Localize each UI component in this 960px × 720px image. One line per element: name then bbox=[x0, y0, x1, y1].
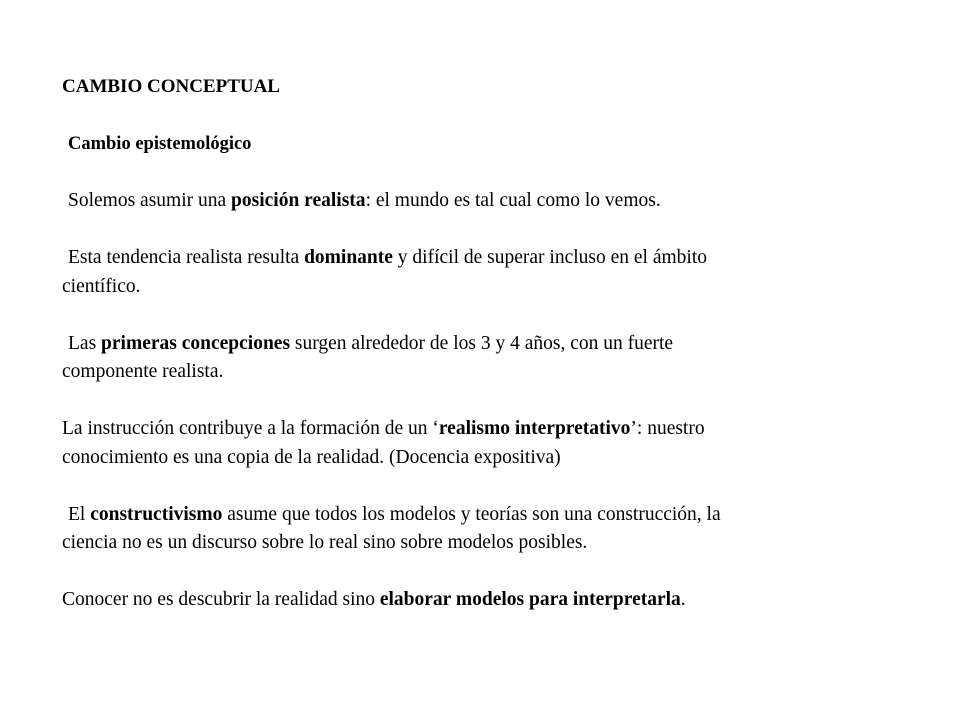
spacer bbox=[62, 159, 902, 188]
paragraph-line: componente realista. bbox=[62, 361, 224, 382]
bold-term: primeras concepciones bbox=[101, 332, 291, 354]
text-run: Esta tendencia realista resulta bbox=[68, 247, 305, 268]
text-run: Solemos asumir una bbox=[68, 190, 232, 211]
text-run: Conocer no es descubrir la realidad sino bbox=[62, 589, 380, 610]
spacer bbox=[62, 216, 902, 245]
slide-content bbox=[62, 70, 902, 615]
text-run: : el mundo es tal cual como lo vemos. bbox=[365, 190, 661, 211]
text-run: El bbox=[68, 503, 91, 525]
text-run: Las bbox=[68, 332, 102, 354]
bold-term: elaborar modelos para interpretarla bbox=[379, 589, 681, 610]
paragraph-dominant-tendency bbox=[62, 244, 902, 273]
text-run: y difícil de superar incluso en el ámbito bbox=[392, 247, 707, 268]
paragraph-knowing bbox=[62, 586, 902, 615]
text-run: La instrucción contribuye a la formación de un ‘ bbox=[62, 418, 439, 439]
slide-subtitle: Cambio epistemológico bbox=[68, 134, 252, 154]
paragraph-line: ciencia no es un discurso sobre lo real sino sobre modelos posibles. bbox=[62, 532, 588, 553]
bold-term: dominante bbox=[304, 247, 393, 268]
bold-term: realismo interpretativo bbox=[438, 418, 631, 439]
paragraph-realist-position bbox=[62, 187, 902, 216]
paragraph-interpretive-realism bbox=[62, 415, 902, 444]
spacer bbox=[62, 472, 902, 501]
spacer bbox=[62, 301, 902, 330]
spacer bbox=[62, 102, 902, 131]
text-run: surgen alrededor de los 3 y 4 años, con un fuerte bbox=[290, 332, 674, 354]
paragraph-first-conceptions bbox=[62, 330, 902, 359]
paragraph-line: científico. bbox=[62, 275, 141, 297]
bold-term: posición realista bbox=[231, 190, 366, 211]
paragraph-constructivism bbox=[62, 501, 902, 530]
text-run: asume que todos los modelos y teorías son una construcción, la bbox=[222, 503, 721, 525]
bold-term: constructivismo bbox=[90, 503, 223, 525]
spacer bbox=[62, 558, 902, 587]
text-run: . bbox=[680, 589, 686, 610]
text-run: ’: nuestro bbox=[630, 418, 705, 439]
spacer bbox=[62, 387, 902, 416]
paragraph-line: conocimiento es una copia de la realidad. (Docencia expositiva) bbox=[62, 446, 561, 468]
slide-title: CAMBIO CONCEPTUAL bbox=[62, 76, 280, 97]
